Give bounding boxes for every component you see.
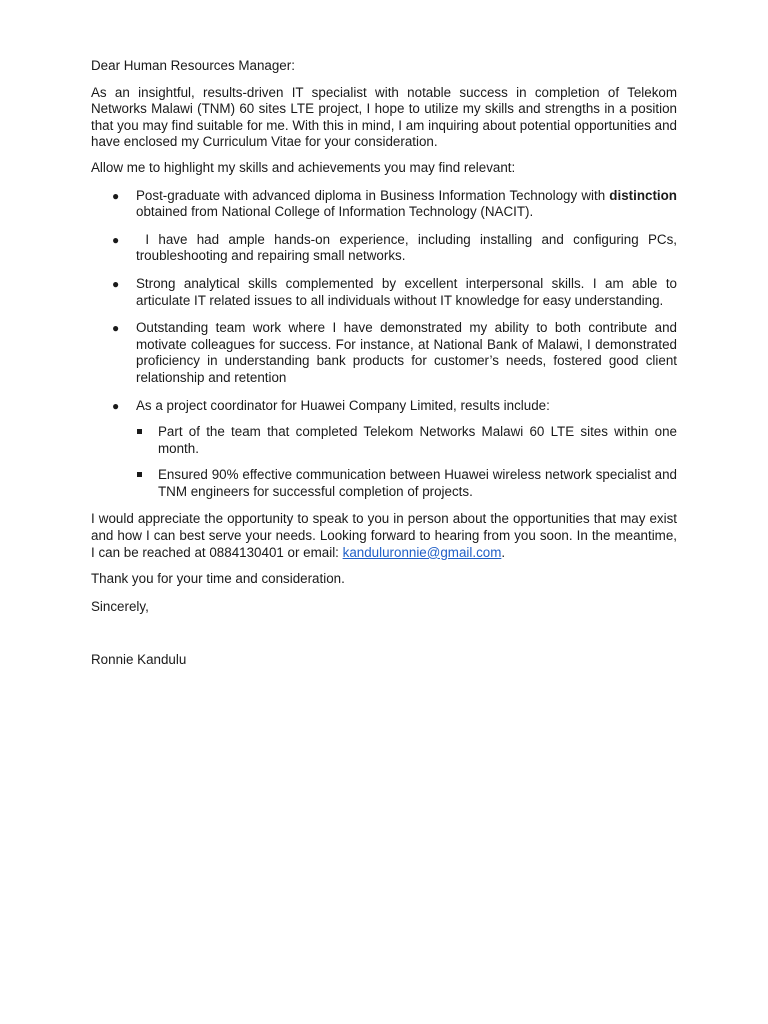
square-bullet-icon [137,472,142,477]
list-item [91,276,677,309]
bullet-text: I have had ample hands-on experience, including installing and configuring PCs, troubleshooting and repairing small networks. [136,231,681,264]
cover-letter [91,58,681,669]
salutation: Dear Human Resources Manager: [91,58,295,73]
bullet-text-after: obtained from National College of Information Technology (NACIT). [136,204,534,220]
bullet-icon: ● [112,276,120,291]
list-item [91,320,677,386]
sub-list-item [136,424,677,457]
list-item [91,231,681,265]
sub-item-text: Part of the team that completed Telekom Networks Malawi 60 LTE sites within one month. [158,424,677,456]
sub-list-item [136,467,677,500]
list-item [91,398,677,501]
skills-list [91,187,681,501]
signature-name: Ronnie Kandulu [91,652,187,668]
bullet-icon: ● [112,188,120,203]
sub-list [136,424,677,500]
closing-paragraph [91,511,677,561]
thanks-line: Thank you for your time and consideration. [91,571,345,587]
bullet-text: Outstanding team work where I have demonstrated my ability to both contribute and motivate colleagues for success. For instance, at National Bank of Malawi, I demonstrated proficiency in understanding bank products for customer’s needs, fostered good client relationship and retention [136,320,677,385]
email-link[interactable]: kanduluronnie@gmail.com [342,544,502,560]
bullet-text: As a project coordinator for Huawei Company Limited, results include: [136,397,550,413]
highlights-lead: Allow me to highlight my skills and achievements you may find relevant: [91,159,516,175]
closing-end: . [501,544,506,560]
bullet-text: Strong analytical skills complemented by excellent interpersonal skills. I am able to articulate IT related issues to all individuals without IT knowledge for easy understanding. [136,275,677,308]
bullet-text-before: Post-graduate with advanced diploma in Business Information Technology with [136,187,610,203]
closing-text: I would appreciate the opportunity to speak to you in person about the opportunities that may exist and how I can best serve your needs. Looking forward to hearing from you soon. In the meantime, I can be reached at 0884130401 or email: [91,511,677,560]
bullet-text-bold: distinction [609,187,677,203]
bullet-icon: ● [112,232,120,247]
square-bullet-icon [137,429,142,434]
signoff: Sincerely, [91,598,149,614]
sub-item-text: Ensured 90% effective communication between Huawei wireless network specialist and TNM engineers for successful completion of projects. [158,467,677,499]
bullet-icon: ● [112,398,120,413]
list-item [91,188,677,221]
bullet-icon: ● [112,321,120,336]
intro-paragraph: As an insightful, results-driven IT specialist with notable success in completion of Telekom Networks Malawi (TNM) 60 sites LTE project, I hope to utilize my skills and strengths in a position that you may find suitable for me. With this in mind, I am inquiring about potential opportunities and have enclosed my Curriculum Vitae for your consideration. [91,84,677,150]
